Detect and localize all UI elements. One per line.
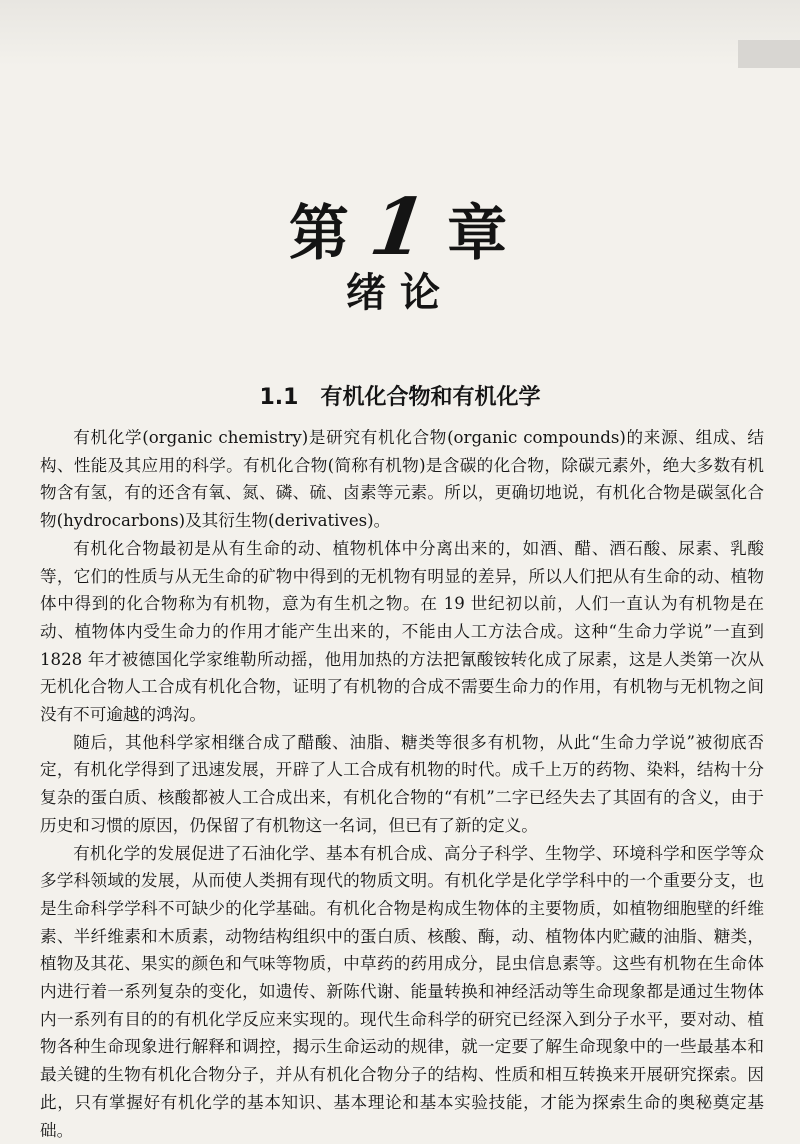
chapter-heading: [0, 182, 800, 274]
paragraph: 有机化学(organic chemistry)是研究有机化合物(organic compounds)的来源、组成、结构、性能及其应用的科学。有机化合物(简称有机物)是含碳的化合物，除碳元素外，绝大多数有机物含有氢，有的还含有氧、氮、磷、硫、卤素等元素。所以，更确切地说，有机化合物是碳氢化合物(hydrocarbons)及其衍生物(derivatives)。: [40, 428, 764, 531]
section-number: 1.1: [259, 385, 299, 410]
chapter-suffix: 章: [447, 199, 512, 270]
paragraph: 有机化合物最初是从有生命的动、植物机体中分离出来的，如酒、醋、酒石酸、尿素、乳酸等，它们的性质与从无生命的矿物中得到的无机物有明显的差异，所以人们把从有生命的动、植物体中得到的化合物称为有机物，意为有生机之物。在 19 世纪初以前，人们一直认为有机物是在动、植物体内受生命力的作用才能产生出来的，不能由人工方法合成。这种“生命力学说”一直到 1828 年才被德国化学家维勒所动摇，他用加热的方法把氰酸铵转化成了尿素，这是人类第一次从无机化合物人工合成有机化合物，证明了有机物的合成不需要生命力的作用，有机物与无机物之间没有不可逾越的鸿沟。: [40, 538, 764, 725]
section-heading: [0, 380, 800, 411]
scan-shadow: [0, 0, 800, 66]
chapter-title: 绪论: [346, 270, 454, 317]
chapter-prefix: 第: [288, 199, 353, 270]
paragraph: 随后，其他科学家相继合成了醋酸、油脂、糖类等很多有机物，从此“生命力学说”被彻底否定，有机化学得到了迅速发展，开辟了人工合成有机物的时代。成千上万的药物、染料，结构十分复杂的蛋白质、核酸都被人工合成出来，有机化合物的“有机”二字已经失去了其固有的含义，由于历史和习惯的原因，仍保留了有机物这一名词，但已有了新的定义。: [40, 732, 764, 835]
page-corner-mark: [738, 40, 800, 68]
body-text: [40, 424, 764, 1144]
chapter-number: 1: [364, 182, 436, 274]
section-title: 有机化合物和有机化学: [320, 385, 541, 410]
paragraph: 有机化学的发展促进了石油化学、基本有机合成、高分子科学、生物学、环境科学和医学等众多学科领域的发展，从而使人类拥有现代的物质文明。有机化学是化学学科中的一个重要分支，也是生命科学学科不可缺少的化学基础。有机化合物是构成生物体的主要物质，如植物细胞壁的纤维素、半纤维素和木质素，动物结构组织中的蛋白质、核酸、酶，动、植物体内贮藏的油脂、糖类，植物及其花、果实的颜色和气味等物质，中草药的药用成分，昆虫信息素等。这些有机物在生命体内进行着一系列复杂的变化，如遗传、新陈代谢、能量转换和神经活动等生命现象都是通过生物体内一系列有目的的有机化学反应来实现的。现代生命科学的研究已经深入到分子水平，要对动、植物各种生命现象进行解释和调控，揭示生命运动的规律，就一定要了解生命现象中的一些最基本和最关键的生物有机化合物分子，并从有机化合物分子的结构、性质和相互转换来开展研究探索。因此，只有掌握好有机化学的基本知识、基本理论和基本实验技能，才能为探索生命的奥秘奠定基础。: [40, 843, 764, 1140]
